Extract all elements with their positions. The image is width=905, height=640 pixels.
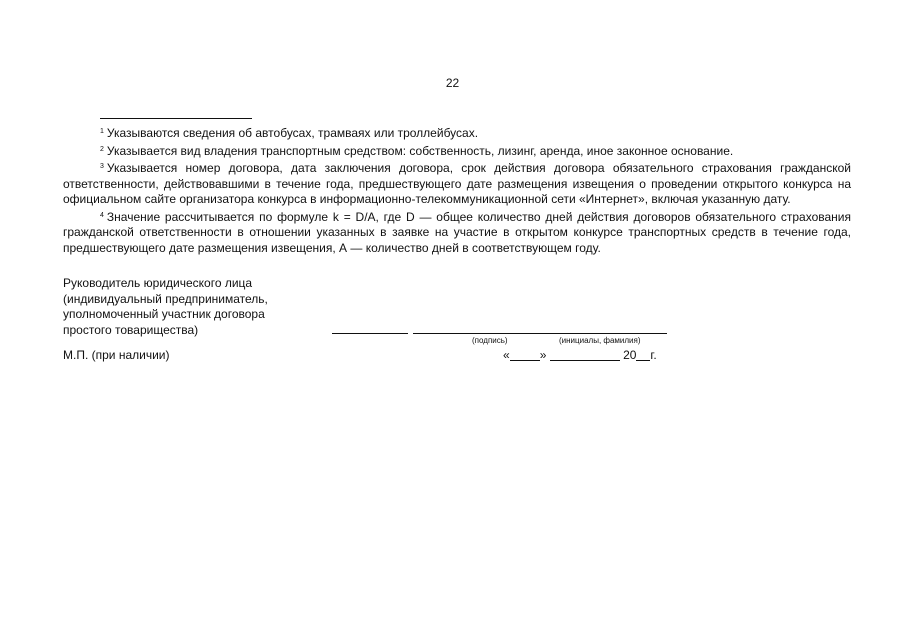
footnote-1 (63, 124, 851, 142)
footnote-separator (100, 118, 252, 119)
date-close-quote: » (539, 348, 547, 362)
signatory-line: (индивидуальный предприниматель, (63, 291, 268, 306)
footnote-text: Указываются сведения об автобусах, трамваях или троллейбусах. (106, 126, 479, 140)
signatory-title (63, 276, 303, 338)
footnote-text: Указывается вид владения транспортным средством: собственность, лизинг, аренда, иное законное основание. (106, 143, 734, 158)
footnote-mark: 1 (100, 128, 104, 135)
signatory-line: уполномоченный участник договора (63, 307, 265, 321)
footnote-mark: 4 (100, 211, 104, 219)
signature-caption: (подпись) (472, 336, 508, 345)
name-line[interactable] (413, 333, 667, 334)
footnote-mark: 2 (100, 145, 104, 153)
date-open-quote: « (503, 348, 510, 362)
footnote-text: Значение рассчитывается по формуле k = D/A, где D — общее количество дней действия договоров обязательного страхования гражданской ответственности в отношении указанных в заявке на участие в открытом конкурсе транспортных средств в течение года, предшествующего дате размещения извещения, А — количество дней в соответствующем году. (63, 209, 851, 255)
month-blank[interactable] (550, 348, 620, 361)
footnote-text: Указывается номер договора, дата заключения договора, срок действия договора обязательного страхования гражданской ответственности, действовавшими в течение года, предшествующего дате размещения извещения о проведении открытого конкурса на официальном сайте организатора конкурса в информационно-телекоммуникационной сети «Интернет», включая указанную дату. (63, 161, 851, 206)
footnote-mark: 3 (100, 163, 104, 170)
year-suffix: г. (650, 348, 657, 362)
signatory-line: Руководитель юридического лица (63, 276, 253, 290)
name-caption: (инициалы, фамилия) (559, 336, 641, 345)
signature-line[interactable] (332, 333, 408, 334)
day-blank[interactable] (510, 348, 540, 361)
year-prefix: 20 (623, 348, 637, 362)
signatory-line: простого товарищества) (63, 322, 199, 337)
footnote-4 (63, 208, 851, 257)
stamp-label: М.П. (при наличии) (63, 348, 170, 362)
year-blank[interactable] (636, 348, 650, 361)
page-number: 22 (445, 76, 460, 90)
footnote-2 (63, 142, 851, 160)
footnote-3 (63, 159, 851, 208)
footnotes (63, 124, 851, 256)
date-row (503, 348, 657, 362)
